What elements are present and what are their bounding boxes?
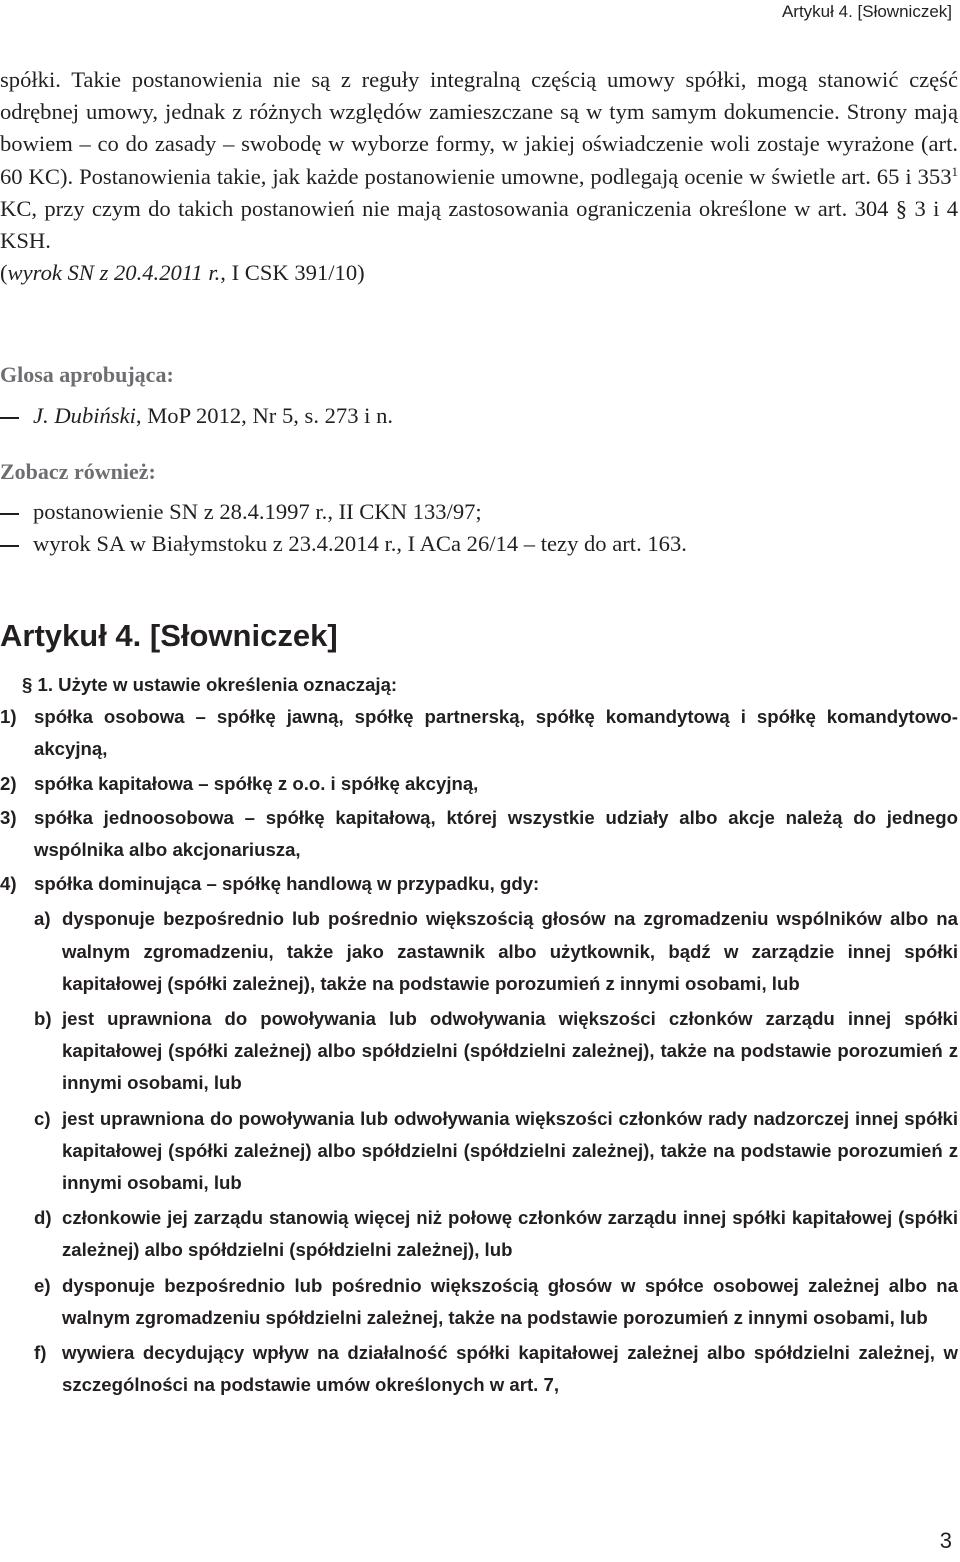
sub-item bbox=[0, 1003, 958, 1100]
sub-item bbox=[0, 903, 958, 1000]
see-also-item: postanowienie SN z 28.4.1997 r., II CKN 133/97; bbox=[0, 496, 958, 528]
see-also-item: wyrok SA w Białymstoku z 23.4.2014 r., I ACa 26/14 – tezy do art. 163. bbox=[0, 528, 958, 560]
definition-item bbox=[0, 701, 958, 765]
commentary-text: spółki. Takie postanowienia nie są z reguły integralną częścią umowy spółki, mogą stanowić część odrębnej umowy, jednak z różnych względów zamieszczane są w tym samym dokumencie. Strony mają bowiem – co do zasady – swobodę w wyborze formy, w jakiej oświadczenie woli zostaje wyrażone (art. 60 KC). Postanowienia takie, jak każde postanowienie umowne, podlegają ocenie w świetle art. 65 i 353 bbox=[0, 67, 958, 189]
sub-item-letter: d) bbox=[34, 1207, 52, 1229]
article-title: Artykuł 4. [Słowniczek] bbox=[0, 618, 338, 653]
sub-item-letter: a) bbox=[34, 908, 51, 930]
see-also-list bbox=[0, 496, 958, 560]
glosa-heading: Glosa aprobująca: bbox=[0, 362, 174, 387]
sub-item-text: wywiera decydujący wpływ na działalność spółki kapitałowej zależnej albo spółdzielni zależnej, w szczególności na podstawie umów określonych w art. 7, bbox=[62, 1342, 958, 1396]
sub-item-letter: f) bbox=[34, 1342, 47, 1364]
sub-item bbox=[0, 1337, 958, 1401]
section-paragraph: § 1. Użyte w ustawie określenia oznaczają: bbox=[22, 674, 398, 695]
sub-item-text: jest uprawniona do powoływania lub odwoływania większości członków rady nadzorczej innej spółki kapitałowej (spółki zależnej) albo spółdzielni (spółdzielni zależnej), także na podstawie porozumień z innymi osobami, lub bbox=[62, 1107, 958, 1194]
case-citation-italic: wyrok SN z 20.4.2011 r. bbox=[7, 260, 221, 286]
item-number: 4) bbox=[0, 873, 17, 895]
item-text: spółka jednoosobowa – spółkę kapitałową, której wszystkie udziały albo akcje należą do jednego wspólnika albo akcjonariusza, bbox=[34, 806, 958, 861]
sub-item-text: członkowie jej zarządu stanowią więcej niż połowę członków zarządu innej spółki kapitałowej (spółki zależnej) albo spółdzielni (spółdzielni zależnej), lub bbox=[62, 1207, 958, 1261]
case-citation: (wyrok SN z 20.4.2011 r., I CSK 391/10) bbox=[0, 260, 365, 286]
sub-item bbox=[0, 1103, 958, 1200]
glosa-author: J. Dubiński bbox=[33, 403, 136, 428]
glosa-entry bbox=[0, 400, 958, 432]
item-text: spółka kapitałowa – spółkę z o.o. i spółkę akcyjną, bbox=[34, 772, 479, 794]
see-also-heading: Zobacz również: bbox=[0, 459, 156, 484]
article-body bbox=[0, 669, 958, 1401]
sub-item bbox=[0, 1270, 958, 1334]
item-text: spółka dominująca – spółkę handlową w przypadku, gdy: bbox=[34, 873, 540, 895]
glosa-source: , MoP 2012, Nr 5, s. 273 i n. bbox=[135, 403, 394, 428]
item-number: 3) bbox=[0, 806, 17, 828]
sub-item-letter: b) bbox=[34, 1008, 52, 1030]
sub-item bbox=[0, 1202, 958, 1266]
definition-item bbox=[0, 802, 958, 866]
commentary-continuation bbox=[0, 64, 958, 289]
commentary-text-continued: KC, przy czym do takich postanowień nie mają zastosowania ograniczenia określone w art. 304 § 3 i 4 KSH. bbox=[0, 195, 958, 254]
glosa-list bbox=[0, 400, 958, 432]
commentary-paragraph bbox=[0, 64, 958, 257]
definition-item bbox=[0, 768, 958, 800]
item-text: spółka osobowa – spółkę jawną, spółkę partnerską, spółkę komandytową i spółkę komandytowo-akcyjną, bbox=[34, 706, 958, 760]
superscript: 1 bbox=[951, 163, 958, 179]
sub-item-text: dysponuje bezpośrednio lub pośrednio większością głosów w spółce osobowej zależnej albo na walnym zgromadzeniu spółdzielni zależnej, także na podstawie porozumień z innymi osobami, lub bbox=[62, 1274, 958, 1328]
page-number: 3 bbox=[939, 1528, 952, 1553]
sub-item-letter: c) bbox=[34, 1107, 51, 1129]
item-number: 2) bbox=[0, 772, 17, 794]
sub-item-text: jest uprawniona do powoływania lub odwoływania większości członków zarządu innej spółki kapitałowej (spółki zależnej) albo spółdzielni (spółdzielni zależnej), także na podstawie porozumień z innymi osobami, lub bbox=[62, 1008, 958, 1094]
sub-item-text: dysponuje bezpośrednio lub pośrednio większością głosów na zgromadzeniu wspólników albo na walnym zgromadzeniu, także jako zastawnik albo użytkownik, bądź w zarządzie innej spółki kapitałowej (spółki zależnej), także na podstawie porozumień z innymi osobami, lub bbox=[62, 908, 958, 994]
sub-item-letter: e) bbox=[34, 1274, 51, 1296]
running-head: Artykuł 4. [Słowniczek] bbox=[781, 2, 952, 21]
item-number: 1) bbox=[0, 706, 17, 728]
definition-item bbox=[0, 868, 958, 900]
